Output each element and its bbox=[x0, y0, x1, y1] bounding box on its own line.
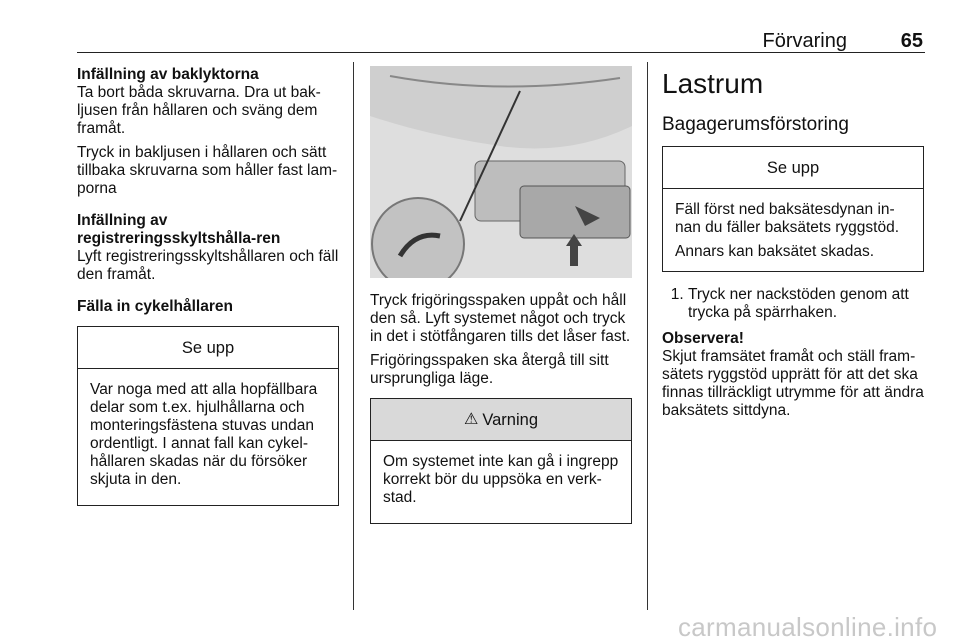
column-divider bbox=[353, 62, 354, 610]
page-number: 65 bbox=[900, 30, 923, 52]
heading-bike-carrier: Fälla in cykelhållaren bbox=[77, 298, 233, 315]
warning-icon: ⚠ bbox=[464, 410, 479, 428]
warning-text: Om systemet inte kan gå i ingrepp korrekt bör du uppsöka en verk-stad. bbox=[383, 453, 619, 506]
column-middle bbox=[370, 292, 632, 524]
bike-carrier-illustration bbox=[370, 66, 632, 278]
heading-taillights: Infällning av baklyktorna bbox=[77, 66, 259, 83]
note-text: Skjut framsätet framåt och ställ fram-sätets ryggstöd upprätt för att det ska finnas tillräckligt utrymme för att ändra baksätets sittdyna. bbox=[662, 348, 924, 419]
warning-title: Varning bbox=[482, 410, 538, 429]
caution-text: Annars kan baksätet skadas. bbox=[675, 243, 875, 260]
paragraph: Tryck frigöringsspaken uppåt och håll den så. Lyft systemet något och tryck in det i stötfångaren tills det låser fast. bbox=[370, 292, 631, 345]
column-divider bbox=[647, 62, 648, 610]
caution-text: Var noga med att alla hopfällbara delar som t.ex. hjulhållarna och monteringsfästena stuvas undan ordentligt. I annat fall kan cykel-hållaren skadas när du försöker skjuta in den. bbox=[90, 381, 318, 488]
heading-plate-holder: Infällning av registreringsskyltshålla-ren bbox=[77, 212, 281, 247]
header-divider bbox=[77, 52, 925, 53]
list-item: 1. Tryck ner nackstöden genom att trycka på spärrhaken. bbox=[688, 286, 924, 322]
caution-box bbox=[77, 326, 339, 506]
warning-header bbox=[371, 399, 631, 441]
caution-title: Se upp bbox=[663, 147, 923, 189]
section-title: Förvaring bbox=[762, 30, 847, 52]
paragraph: Lyft registreringsskyltshållaren och fäll den framåt. bbox=[77, 248, 339, 283]
note-title: Observera! bbox=[662, 330, 744, 347]
page-header bbox=[77, 30, 925, 50]
paragraph: Ta bort båda skruvarna. Dra ut bak-ljusen från hållaren och sväng dem framåt. bbox=[77, 84, 321, 137]
steps-list bbox=[662, 286, 924, 322]
column-left bbox=[77, 66, 339, 506]
caution-text: Fäll först ned baksätesdynan in-nan du fäller baksätets ryggstöd. bbox=[675, 201, 900, 236]
illustration-svg bbox=[370, 66, 632, 278]
chapter-title: Lastrum bbox=[662, 68, 764, 99]
paragraph: Frigöringsspaken ska återgå till sitt ursprungliga läge. bbox=[370, 352, 609, 387]
column-right bbox=[662, 66, 924, 426]
watermark: carmanualsonline.info bbox=[678, 612, 938, 642]
caution-box bbox=[662, 146, 924, 272]
section-subtitle: Bagagerumsförstoring bbox=[662, 114, 849, 135]
paragraph: Tryck in bakljusen i hållaren och sätt tillbaka skruvarna som håller fast lam-porna bbox=[77, 144, 338, 197]
caution-title: Se upp bbox=[78, 327, 338, 369]
warning-box bbox=[370, 398, 632, 524]
